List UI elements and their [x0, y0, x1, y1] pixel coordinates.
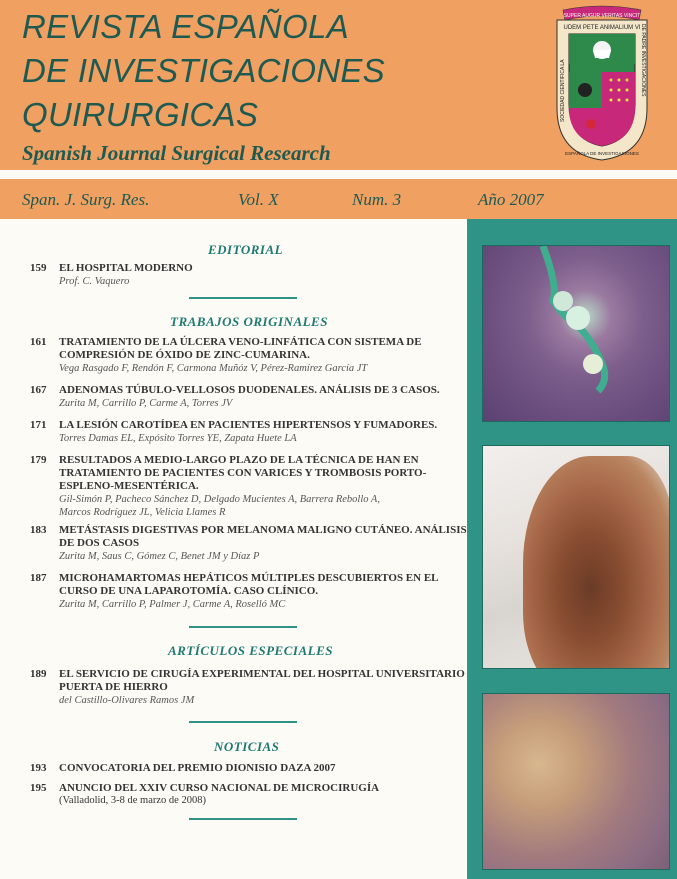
article-title-187-line1[interactable]: MICROHAMARTOMAS HEPÁTICOS MÚLTIPLES DESCUBIERTOS EN EL — [59, 572, 439, 584]
article-authors-167: Zurita M, Carrillo P, Carme A, Torres JV — [59, 398, 233, 409]
page-number-161: 161 — [30, 336, 47, 348]
section-heading-editorial: EDITORIAL — [208, 242, 284, 257]
article-title-167[interactable]: ADENOMAS TÚBULO-VELLOSOS DUODENALES. ANÁLISIS DE 3 CASOS. — [59, 384, 440, 396]
section-rule — [189, 721, 297, 723]
society-seal-logo — [543, 4, 661, 162]
article-authors-159: Prof. C. Vaquero — [59, 276, 130, 287]
article-title-179-line1[interactable]: RESULTADOS A MEDIO-LARGO PLAZO DE LA TÉCNICA DE HAN EN — [59, 454, 419, 466]
page-number-159: 159 — [30, 262, 47, 274]
page-number-195: 195 — [30, 782, 47, 794]
issue-info-bar — [0, 179, 677, 219]
article-authors-171: Torres Damas EL, Expósito Torres YE, Zapata Huete LA — [59, 433, 297, 444]
journal-subtitle: Spanish Journal Surgical Research — [22, 141, 331, 165]
section-heading-originales: TRABAJOS ORIGINALES — [170, 314, 328, 329]
seal-ring-left-text: SOCIEDAD CIENTIFICA LA — [560, 59, 566, 122]
journal-title-line-3: QUIRURGICAS — [22, 96, 259, 133]
journal-abbreviation: Span. J. Surg. Res. — [22, 190, 150, 209]
page-number-171: 171 — [30, 419, 47, 431]
seal-ring-top-text: UDEM PETE ANIMALIUM VI — [563, 25, 641, 31]
section-rule — [189, 297, 297, 299]
journal-title-line-1: REVISTA ESPAÑOLA — [22, 8, 349, 45]
seal-banner-text: SUPER AUGUR VERITAS VINCIT — [563, 13, 641, 19]
masthead — [0, 0, 677, 170]
page-number-179: 179 — [30, 454, 47, 466]
article-authors-189: del Castillo-Olivares Ramos JM — [59, 695, 195, 706]
section-heading-noticias: NOTICIAS — [214, 739, 280, 754]
seal-ring-right-text: DE PADRE INVESTIGACIONES — [640, 24, 646, 97]
seal-ring-bottom-text: ESPAÑOLA DE INVESTIGACIONES — [565, 151, 639, 156]
article-note-195: (Valladolid, 3-8 de marzo de 2008) — [59, 795, 206, 806]
article-title-161-line1[interactable]: TRATAMIENTO DE LA ÚLCERA VENO-LINFÁTICA CON SISTEMA DE — [59, 336, 422, 348]
header-divider — [0, 170, 677, 179]
volume-label: Vol. X — [238, 190, 279, 209]
issue-year: Año 2007 — [478, 190, 544, 209]
article-title-189-line1[interactable]: EL SERVICIO DE CIRUGÍA EXPERIMENTAL DEL HOSPITAL UNIVERSITARIO — [59, 668, 465, 680]
section-rule — [189, 818, 297, 820]
article-authors-183: Zurita M, Saus C, Gómez C, Benet JM y Díaz P — [59, 551, 260, 562]
section-heading-especiales: ARTÍCULOS ESPECIALES — [168, 643, 333, 658]
page-number-189: 189 — [30, 668, 47, 680]
article-title-171[interactable]: LA LESIÓN CAROTÍDEA EN PACIENTES HIPERTENSOS Y FUMADORES. — [59, 419, 438, 431]
article-title-187-line2[interactable]: CURSO DE UNA LAPAROTOMÍA. CASO CLÍNICO. — [59, 585, 319, 597]
section-rule — [189, 626, 297, 628]
article-authors-187: Zurita M, Carrillo P, Palmer J, Carme A, Roselló MC — [59, 599, 286, 610]
page-number-193: 193 — [30, 762, 47, 774]
article-title-159[interactable]: EL HOSPITAL MODERNO — [59, 262, 193, 274]
article-title-189-line2[interactable]: PUERTA DE HIERRO — [59, 681, 168, 693]
article-authors-179-line1: Gil-Simón P, Pacheco Sánchez D, Delgado Mucientes A, Barrera Rebollo A, — [59, 494, 380, 505]
page-number-167: 167 — [30, 384, 47, 396]
page-number-187: 187 — [30, 572, 47, 584]
article-title-183-line1[interactable]: METÁSTASIS DIGESTIVAS POR MELANOMA MALIGNO CUTÁNEO. ANÁLISIS — [59, 524, 467, 536]
article-title-161-line2[interactable]: COMPRESIÓN DE ÓXIDO DE ZINC-CUMARINA. — [59, 349, 310, 361]
journal-title-line-2: DE INVESTIGACIONES — [22, 52, 385, 89]
article-title-183-line2[interactable]: DE DOS CASOS — [59, 537, 140, 549]
article-title-195[interactable]: ANUNCIO DEL XXIV CURSO NACIONAL DE MICROCIRUGÍA — [59, 782, 380, 794]
clinical-photo-leg-ulcer — [482, 445, 670, 669]
article-authors-179-line2: Marcos Rodríguez JL, Velicia Llames R — [59, 507, 226, 518]
histology-photo-top — [482, 245, 670, 422]
article-authors-161: Vega Rasgado F, Rendón F, Carmona Muñóz V, Pérez-Ramírez García JT — [59, 363, 368, 374]
page-number-183: 183 — [30, 524, 47, 536]
article-title-179-line2[interactable]: TRATAMIENTO DE PACIENTES CON VARICES Y TROMBOSIS PORTO- — [59, 467, 427, 479]
histology-photo-bottom — [482, 693, 670, 870]
issue-number: Num. 3 — [352, 190, 402, 209]
leg-ulcer-image — [523, 456, 670, 669]
article-title-193[interactable]: CONVOCATORIA DEL PREMIO DIONISIO DAZA 2007 — [59, 762, 336, 774]
article-title-179-line3[interactable]: ESPLENO-MESENTÉRICA. — [59, 480, 199, 492]
histology-green-stain-icon — [483, 246, 669, 421]
